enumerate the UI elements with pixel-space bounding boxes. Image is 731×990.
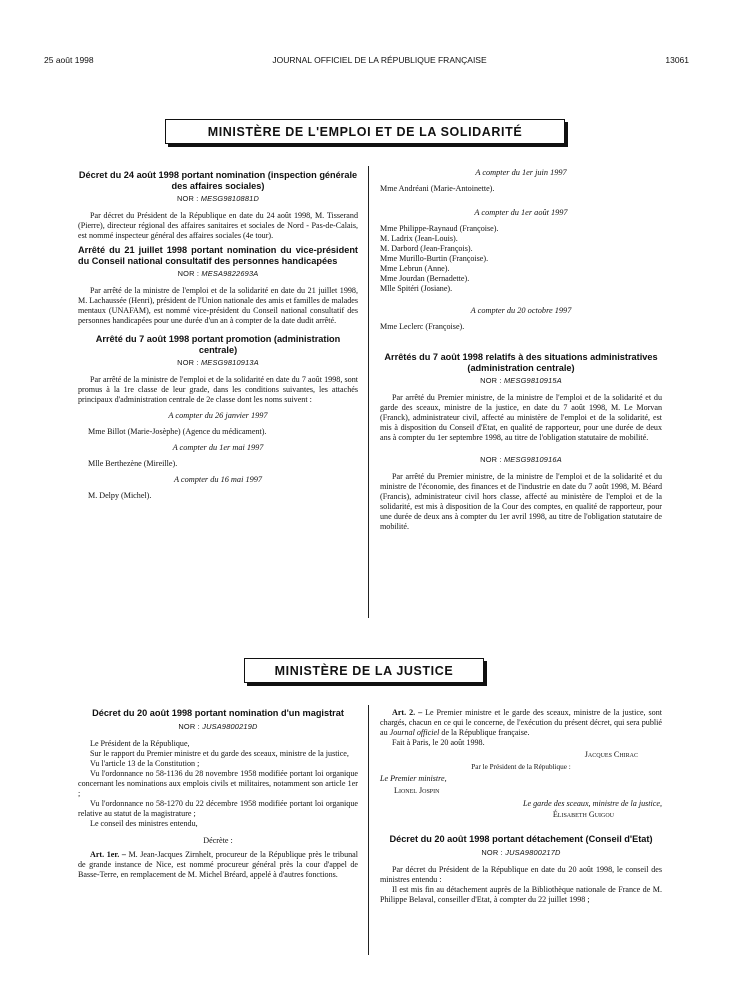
decree-title: Arrêté du 21 juillet 1998 portant nomination du vice-président du Conseil national consultatif des personnes handicapées (78, 245, 358, 266)
nor-reference: NOR : MESA9822693A (177, 269, 259, 278)
visa-line: Le conseil des ministres entendu, (90, 818, 198, 828)
decree-title: Décret du 24 août 1998 portant nomination (inspection générale des affaires sociales) (78, 170, 358, 191)
decree-title: Arrêtés du 7 août 1998 relatifs à des situations administratives (administration centrale) (384, 352, 658, 373)
countersign-intro: Par le Président de la République : (471, 763, 571, 771)
decree-body: Par arrêté de la ministre de l'emploi et de la solidarité en date du 7 août 1998, sont promus à la 1re classe de leur grade, dans les conditions suivantes, les attachés principaux d'administration centrale de 2e classe dont les noms suivent : (78, 375, 358, 404)
person-name: Mme Billot (Marie-Josèphe) (Agence du médicament). (88, 427, 267, 436)
person-name: Mme Andréani (Marie-Antoinette). (380, 184, 495, 193)
person-name: Mme Lebrun (Anne). (380, 264, 450, 273)
visa-line: Vu l'ordonnance no 58-1136 du 28 novembre 1958 modifiée portant loi organique concernant les nominations aux emplois civils et militaires, notamment son article 1er ; (78, 768, 358, 798)
journal-title: JOURNAL OFFICIEL DE LA RÉPUBLIQUE FRANÇAISE (272, 55, 487, 65)
person-name: M. Darbord (Jean-François). (380, 244, 473, 253)
decree-body: Par arrêté du Premier ministre, de la ministre de l'emploi et de la solidarité et du ministre de l'économie, des finances et de l'industrie en date du 7 août 1998, M. Béard (Francis), administrateur civil hors classe, affecté au ministère de l'emploi et de la solidarité, est mis à disposition de la Cour des comptes, en qualité de rapporteur, pour une durée de deux ans à compter du 1er avril 1998, au titre de l'obligation statutaire de mobilité. (380, 472, 662, 531)
decree-title: Décret du 20 août 1998 portant nomination d'un magistrat (92, 708, 344, 718)
visa-line: Vu l'ordonnance no 58-1270 du 22 décembre 1958 modifiée portant loi organique relative au statut de la magistrature ; (78, 798, 358, 818)
decree-body: Par arrêté du Premier ministre, de la ministre de l'emploi et de la solidarité et du garde des sceaux, ministre de la justice, en date du 7 août 1998, M. Le Morvan (Franck), administrateur civil, affecté au ministère de l'emploi et de la solidarité, est mis à disposition du Conseil d'Etat, en qualité de rapporteur, pour une durée de deux ans à compter du 1er septembre 1998, au titre de l'obligation statutaire de mobilité. (380, 393, 662, 442)
signature-garde-des-sceaux: Élisabeth Guigou (552, 810, 614, 819)
nor-reference: NOR : MESG9810915A (480, 376, 562, 385)
justice-right-column (380, 708, 662, 905)
person-name: Mme Murillo-Burtin (Françoise). (380, 254, 489, 263)
person-name: Mme Philippe-Raynaud (Françoise). (380, 224, 499, 233)
nor-reference: NOR : JUSA9800217D (481, 847, 561, 857)
decrete-label: Décrète : (203, 835, 233, 845)
nor-reference: NOR : MESG9810881D (176, 194, 260, 203)
column-separator (368, 705, 369, 955)
person-name: Mme Jourdan (Bernadette). (380, 274, 470, 283)
effective-date: A compter du 26 janvier 1997 (168, 411, 268, 420)
effective-date: A compter du 1er mai 1997 (172, 443, 264, 452)
decree-body: Par décret du Président de la République en date du 24 août 1998, M. Tisserand (Pierre), directeur régional des affaires sanitaires et sociales de Nord - Pas-de-Calais, est nommé inspecteur général des affaires sociales (4e tour). (78, 211, 358, 240)
header-date: 25 août 1998 (44, 55, 94, 65)
decree-title: Arrêté du 7 août 1998 portant promotion (administration centrale) (95, 334, 341, 355)
visa-line: Le Président de la République, (90, 738, 190, 748)
names-list (380, 224, 662, 294)
justice-left-column (78, 708, 358, 880)
nor-reference: NOR : JUSA9800219D (178, 721, 258, 731)
emploi-right-column (380, 168, 662, 532)
visa-line: Sur le rapport du Premier ministre et du garde des sceaux, ministre de la justice, (90, 748, 349, 758)
person-name: Mlle Berthezène (Mireille). (88, 459, 178, 468)
signatory-title: Le garde des sceaux, ministre de la justice, (523, 799, 662, 808)
decree-body: Par décret du Président de la République en date du 20 août 1998, le conseil des ministres entendu : (380, 864, 662, 884)
page-number: 13061 (665, 55, 689, 65)
person-name: M. Delpy (Michel). (88, 491, 152, 500)
decree-body: Par arrêté de la ministre de l'emploi et de la solidarité en date du 21 juillet 1998, M. Lachaussée (Henri), président de l'Union nationale des amis et familles de malades mentaux (UNAFAM), est nommé vice-président du Conseil national consultatif des personnes handicapées pour une durée d'un an à compter de la date dudit arrêté. (78, 286, 358, 325)
article-label: Art. 2. – (392, 708, 423, 717)
ministry-justice-heading: MINISTÈRE DE LA JUSTICE (244, 658, 484, 683)
article-paragraph: Art. 2. – Le Premier ministre et le garde des sceaux, ministre de la justice, sont chargés, chacun en ce qui le concerne, de l'exécution du présent décret, qui sera publié au Journal officiel de la République française. (380, 708, 662, 737)
effective-date: A compter du 1er juin 1997 (475, 168, 567, 177)
signatory-title: Le Premier ministre, (380, 774, 447, 783)
signing-place-date: Fait à Paris, le 20 août 1998. (392, 738, 485, 747)
ministry-emploi-heading: MINISTÈRE DE L'EMPLOI ET DE LA SOLIDARITÉ (165, 119, 565, 144)
decree-body: Il est mis fin au détachement auprès de la Bibliothèque nationale de France de M. Philippe Belaval, conseiller d'Etat, à compter du 22 juillet 1998 ; (380, 884, 662, 904)
signature-president: Jacques Chirac (584, 750, 638, 759)
column-separator (368, 166, 369, 618)
visa-line: Vu l'article 13 de la Constitution ; (90, 758, 200, 768)
effective-date: A compter du 1er août 1997 (474, 208, 568, 217)
signature-premier-ministre: Lionel Jospin (394, 786, 440, 795)
emploi-left-column (78, 170, 358, 501)
person-name: Mlle Spitéri (Josiane). (380, 284, 453, 293)
nor-reference: NOR : MESG9810913A (177, 358, 259, 367)
person-name: Mme Leclerc (Françoise). (380, 322, 465, 331)
person-name: M. Ladrix (Jean-Louis). (380, 234, 458, 243)
article-label: Art. 1er. – (90, 849, 126, 859)
effective-date: A compter du 16 mai 1997 (173, 475, 263, 484)
running-header (44, 55, 689, 65)
decree-title: Décret du 20 août 1998 portant détachement (Conseil d'Etat) (389, 834, 653, 844)
article-paragraph: Art. 1er. – M. Jean-Jacques Zirnhelt, procureur de la République près le tribunal de grande instance de Nice, est nommé procureur général près la cour d'appel de Basse-Terre, en remplacement de M. Michel Bréard, appelé à d'autres fonctions. (78, 849, 358, 879)
nor-reference: NOR : MESG9810916A (480, 455, 562, 464)
effective-date: A compter du 20 octobre 1997 (470, 306, 572, 315)
